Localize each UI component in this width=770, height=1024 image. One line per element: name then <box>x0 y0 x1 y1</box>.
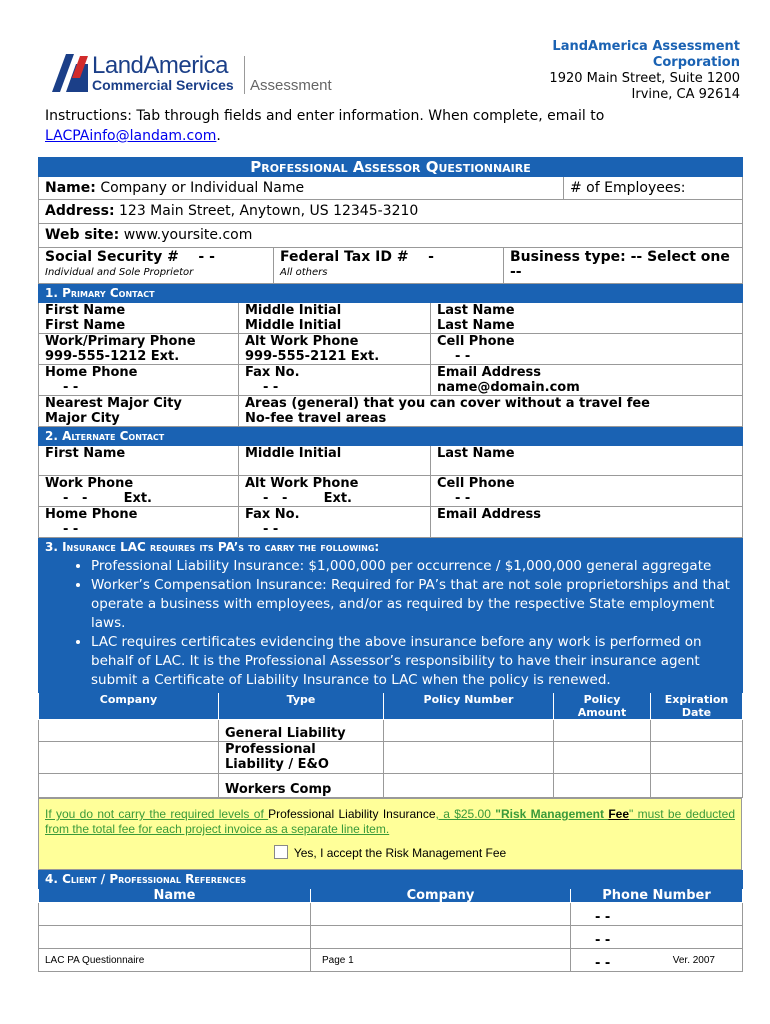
primary-home-phone[interactable] <box>39 365 239 396</box>
landamerica-logo <box>52 52 342 96</box>
label: Email Address <box>437 365 542 380</box>
label: Last Name <box>437 303 515 318</box>
primary-middle-initial[interactable] <box>239 303 431 334</box>
instructions-end: . <box>216 128 221 144</box>
insurance-bullet: • Professional Liability Insurance: $1,000,000 per occurrence / $1,000,000 general aggregate <box>91 557 736 576</box>
primary-email[interactable] <box>431 365 743 396</box>
value: - - <box>455 491 471 506</box>
accept-row <box>45 845 735 865</box>
fed-tax-field[interactable] <box>274 248 504 284</box>
company-address2: Irvine, CA 92614 <box>631 87 740 102</box>
col-ref-phone: Phone Number <box>571 889 743 903</box>
section-primary-contact: 1. Primary Contact <box>39 285 743 303</box>
policy-amount-cell[interactable] <box>554 774 651 798</box>
col-ref-company: Company <box>311 889 571 903</box>
label: Home Phone <box>45 365 138 380</box>
alt-work-phone[interactable] <box>39 476 239 507</box>
ref-company-cell[interactable] <box>311 903 571 926</box>
alt-last-name[interactable] <box>431 446 743 476</box>
col-ref-name: Name <box>39 889 311 903</box>
label: Email Address <box>437 507 542 522</box>
alt-middle-initial[interactable] <box>239 446 431 476</box>
insurance-bullet: • Worker’s Compensation Insurance: Required for PA’s that are not sole proprietorships and that operate a business with employees, and/or as required by the respective State employment laws. <box>91 576 736 633</box>
website-label: Web site: <box>45 227 120 243</box>
risk-part1: If you do not carry the required levels of <box>45 807 269 821</box>
employees-label: # of Employees: <box>570 180 686 196</box>
expiration-cell[interactable] <box>651 742 743 774</box>
footer-page-number: Page 1 <box>322 955 354 966</box>
primary-work-phone[interactable] <box>39 334 239 365</box>
label: Cell Phone <box>437 334 515 349</box>
questionnaire-form <box>38 157 742 972</box>
instructions-text: Instructions: Tab through fields and enter information. When complete, email to <box>45 108 605 124</box>
section-references: 4. Client / Professional References <box>39 871 743 889</box>
alternate-contact-table <box>38 427 743 538</box>
footer-version: Ver. 2007 <box>672 955 715 966</box>
landamerica-mark-icon <box>52 54 88 92</box>
value: No-fee travel areas <box>245 411 387 426</box>
risk-management-table <box>38 798 742 870</box>
label: Last Name <box>437 446 515 461</box>
name-label: Name: <box>45 180 96 196</box>
policy-amount-cell[interactable] <box>554 742 651 774</box>
alt-first-name[interactable] <box>39 446 239 476</box>
primary-last-name[interactable] <box>431 303 743 334</box>
company-address-block <box>549 39 740 103</box>
employees-field[interactable] <box>564 177 743 200</box>
value: 999-555-2121 Ext. <box>245 349 380 364</box>
label: Alt Work Phone <box>245 334 359 349</box>
col-policy-amount: Policy Amount <box>554 693 651 720</box>
company-name-line1: LandAmerica Assessment <box>552 39 740 54</box>
policy-amount-cell[interactable] <box>554 720 651 742</box>
ref-name-cell[interactable] <box>39 926 311 949</box>
alt-cell-phone[interactable] <box>431 476 743 507</box>
value: - - <box>455 349 471 364</box>
logo-subtitle: Commercial Services <box>92 77 234 93</box>
value: First Name <box>45 318 126 333</box>
ssn-note: Individual and Sole Proprietor <box>45 267 194 278</box>
col-expiration: Expiration Date <box>651 693 743 720</box>
type-workers-comp: Workers Comp <box>219 774 384 798</box>
label: Middle Initial <box>245 446 342 461</box>
label: First Name <box>45 446 126 461</box>
label: Alt Work Phone <box>245 476 359 491</box>
col-company: Company <box>39 693 219 720</box>
insurance-requirements <box>39 557 743 693</box>
label: Middle Initial <box>245 303 342 318</box>
primary-fax[interactable] <box>239 365 431 396</box>
value: name@domain.com <box>437 380 580 395</box>
value: - - <box>263 522 279 537</box>
type-general-liability: General Liability <box>219 720 384 742</box>
risk-part2: Professional Liability Insurance <box>268 807 436 821</box>
label: Nearest Major City <box>45 396 182 411</box>
label: Fax No. <box>245 507 300 522</box>
address-label: Address: <box>45 203 115 219</box>
ref-company-cell[interactable] <box>311 926 571 949</box>
business-type-select[interactable]: Business type: -- Select one -- <box>504 248 743 284</box>
risk-part6: " must be deducted from the total fee for each project invoice as a separate line item. <box>45 807 735 836</box>
website-value: www.yoursite.com <box>123 227 253 243</box>
value: - - <box>63 522 79 537</box>
alt-alt-phone[interactable] <box>239 476 431 507</box>
value: Last Name <box>437 318 515 333</box>
expiration-cell[interactable] <box>651 720 743 742</box>
section-insurance: 3. Insurance LAC requires its PA’s to carry the following: <box>39 539 743 557</box>
form-table-top <box>38 157 743 284</box>
address-value: 123 Main Street, Anytown, US 12345-3210 <box>119 203 419 219</box>
type-professional-liability: Professional Liability / E&O <box>219 742 384 774</box>
value: - - <box>63 380 79 395</box>
name-field[interactable] <box>39 177 564 200</box>
accept-fee-label: Yes, I accept the Risk Management Fee <box>293 846 507 860</box>
primary-first-name[interactable] <box>39 303 239 334</box>
value: - - <box>263 380 279 395</box>
accept-fee-checkbox[interactable] <box>274 845 288 859</box>
insurance-company-cell[interactable] <box>39 720 219 742</box>
policy-number-cell[interactable] <box>384 774 554 798</box>
fed-tax-label: Federal Tax ID # <box>280 249 409 265</box>
fed-tax-note: All others <box>280 267 328 278</box>
ref-phone-cell[interactable]: - - <box>571 903 743 926</box>
policy-number-cell[interactable] <box>384 742 554 774</box>
insurance-bullet: • LAC requires certificates evidencing the above insurance before any work is performed on behalf of LAC. It is the Professional Assessor’s responsibility to have their insurance agent submit a Certificate of Liability Insurance to LAC when the policy is renewed. <box>91 633 736 690</box>
value: - - Ext. <box>263 491 352 506</box>
risk-management-notice <box>39 799 742 870</box>
label: Work/Primary Phone <box>45 334 196 349</box>
footer-doc-name: LAC PA Questionnaire <box>45 955 145 966</box>
risk-part4: "Risk Management <box>495 807 609 821</box>
policy-number-cell[interactable] <box>384 720 554 742</box>
value: Middle Initial <box>245 318 342 333</box>
fed-tax-value: - <box>428 249 434 265</box>
primary-alt-phone[interactable] <box>239 334 431 365</box>
col-type: Type <box>219 693 384 720</box>
primary-travel-areas[interactable] <box>239 396 743 427</box>
logo-divider <box>244 56 245 94</box>
risk-part5: Fee <box>608 807 629 821</box>
ref-name-cell[interactable] <box>39 903 311 926</box>
insurance-table <box>38 538 743 798</box>
alt-home-phone[interactable] <box>39 507 239 538</box>
website-field[interactable] <box>39 224 743 248</box>
ref-phone-cell[interactable]: - - <box>571 926 743 949</box>
email-link[interactable]: LACPAinfo@landam.com <box>45 128 217 144</box>
section-alternate-contact: 2. Alternate Contact <box>39 428 743 446</box>
value: Major City <box>45 411 120 426</box>
ref-phone-cell[interactable]: - - <box>571 949 743 972</box>
alt-email[interactable] <box>431 507 743 538</box>
page-footer <box>45 955 715 966</box>
logo-name: LandAmerica <box>92 52 228 79</box>
form-title: Professional Assessor Questionnaire <box>39 158 743 177</box>
insurance-company-cell[interactable] <box>39 742 219 774</box>
company-name-line2: Corporation <box>652 55 740 70</box>
risk-part3: , a $25.00 <box>435 807 496 821</box>
name-value: Company or Individual Name <box>100 180 305 196</box>
logo-assessment: Assessment <box>250 77 332 94</box>
label: Home Phone <box>45 507 138 522</box>
label: Work Phone <box>45 476 134 491</box>
ssn-field[interactable] <box>39 248 274 284</box>
address-field[interactable] <box>39 200 743 224</box>
insurance-company-cell[interactable] <box>39 774 219 798</box>
primary-cell-phone[interactable] <box>431 334 743 365</box>
ssn-label: Social Security # <box>45 249 179 265</box>
value: 999-555-1212 Ext. <box>45 349 180 364</box>
col-policy-number: Policy Number <box>384 693 554 720</box>
alt-fax[interactable] <box>239 507 431 538</box>
company-address1: 1920 Main Street, Suite 1200 <box>549 71 740 86</box>
label: First Name <box>45 303 126 318</box>
label: Fax No. <box>245 365 300 380</box>
expiration-cell[interactable] <box>651 774 743 798</box>
label: Areas (general) that you can cover without a travel fee <box>245 396 650 411</box>
instructions <box>45 106 685 146</box>
value: - - Ext. <box>63 491 152 506</box>
ssn-value: - - <box>198 249 215 265</box>
primary-contact-table <box>38 284 743 427</box>
primary-major-city[interactable] <box>39 396 239 427</box>
label: Cell Phone <box>437 476 515 491</box>
